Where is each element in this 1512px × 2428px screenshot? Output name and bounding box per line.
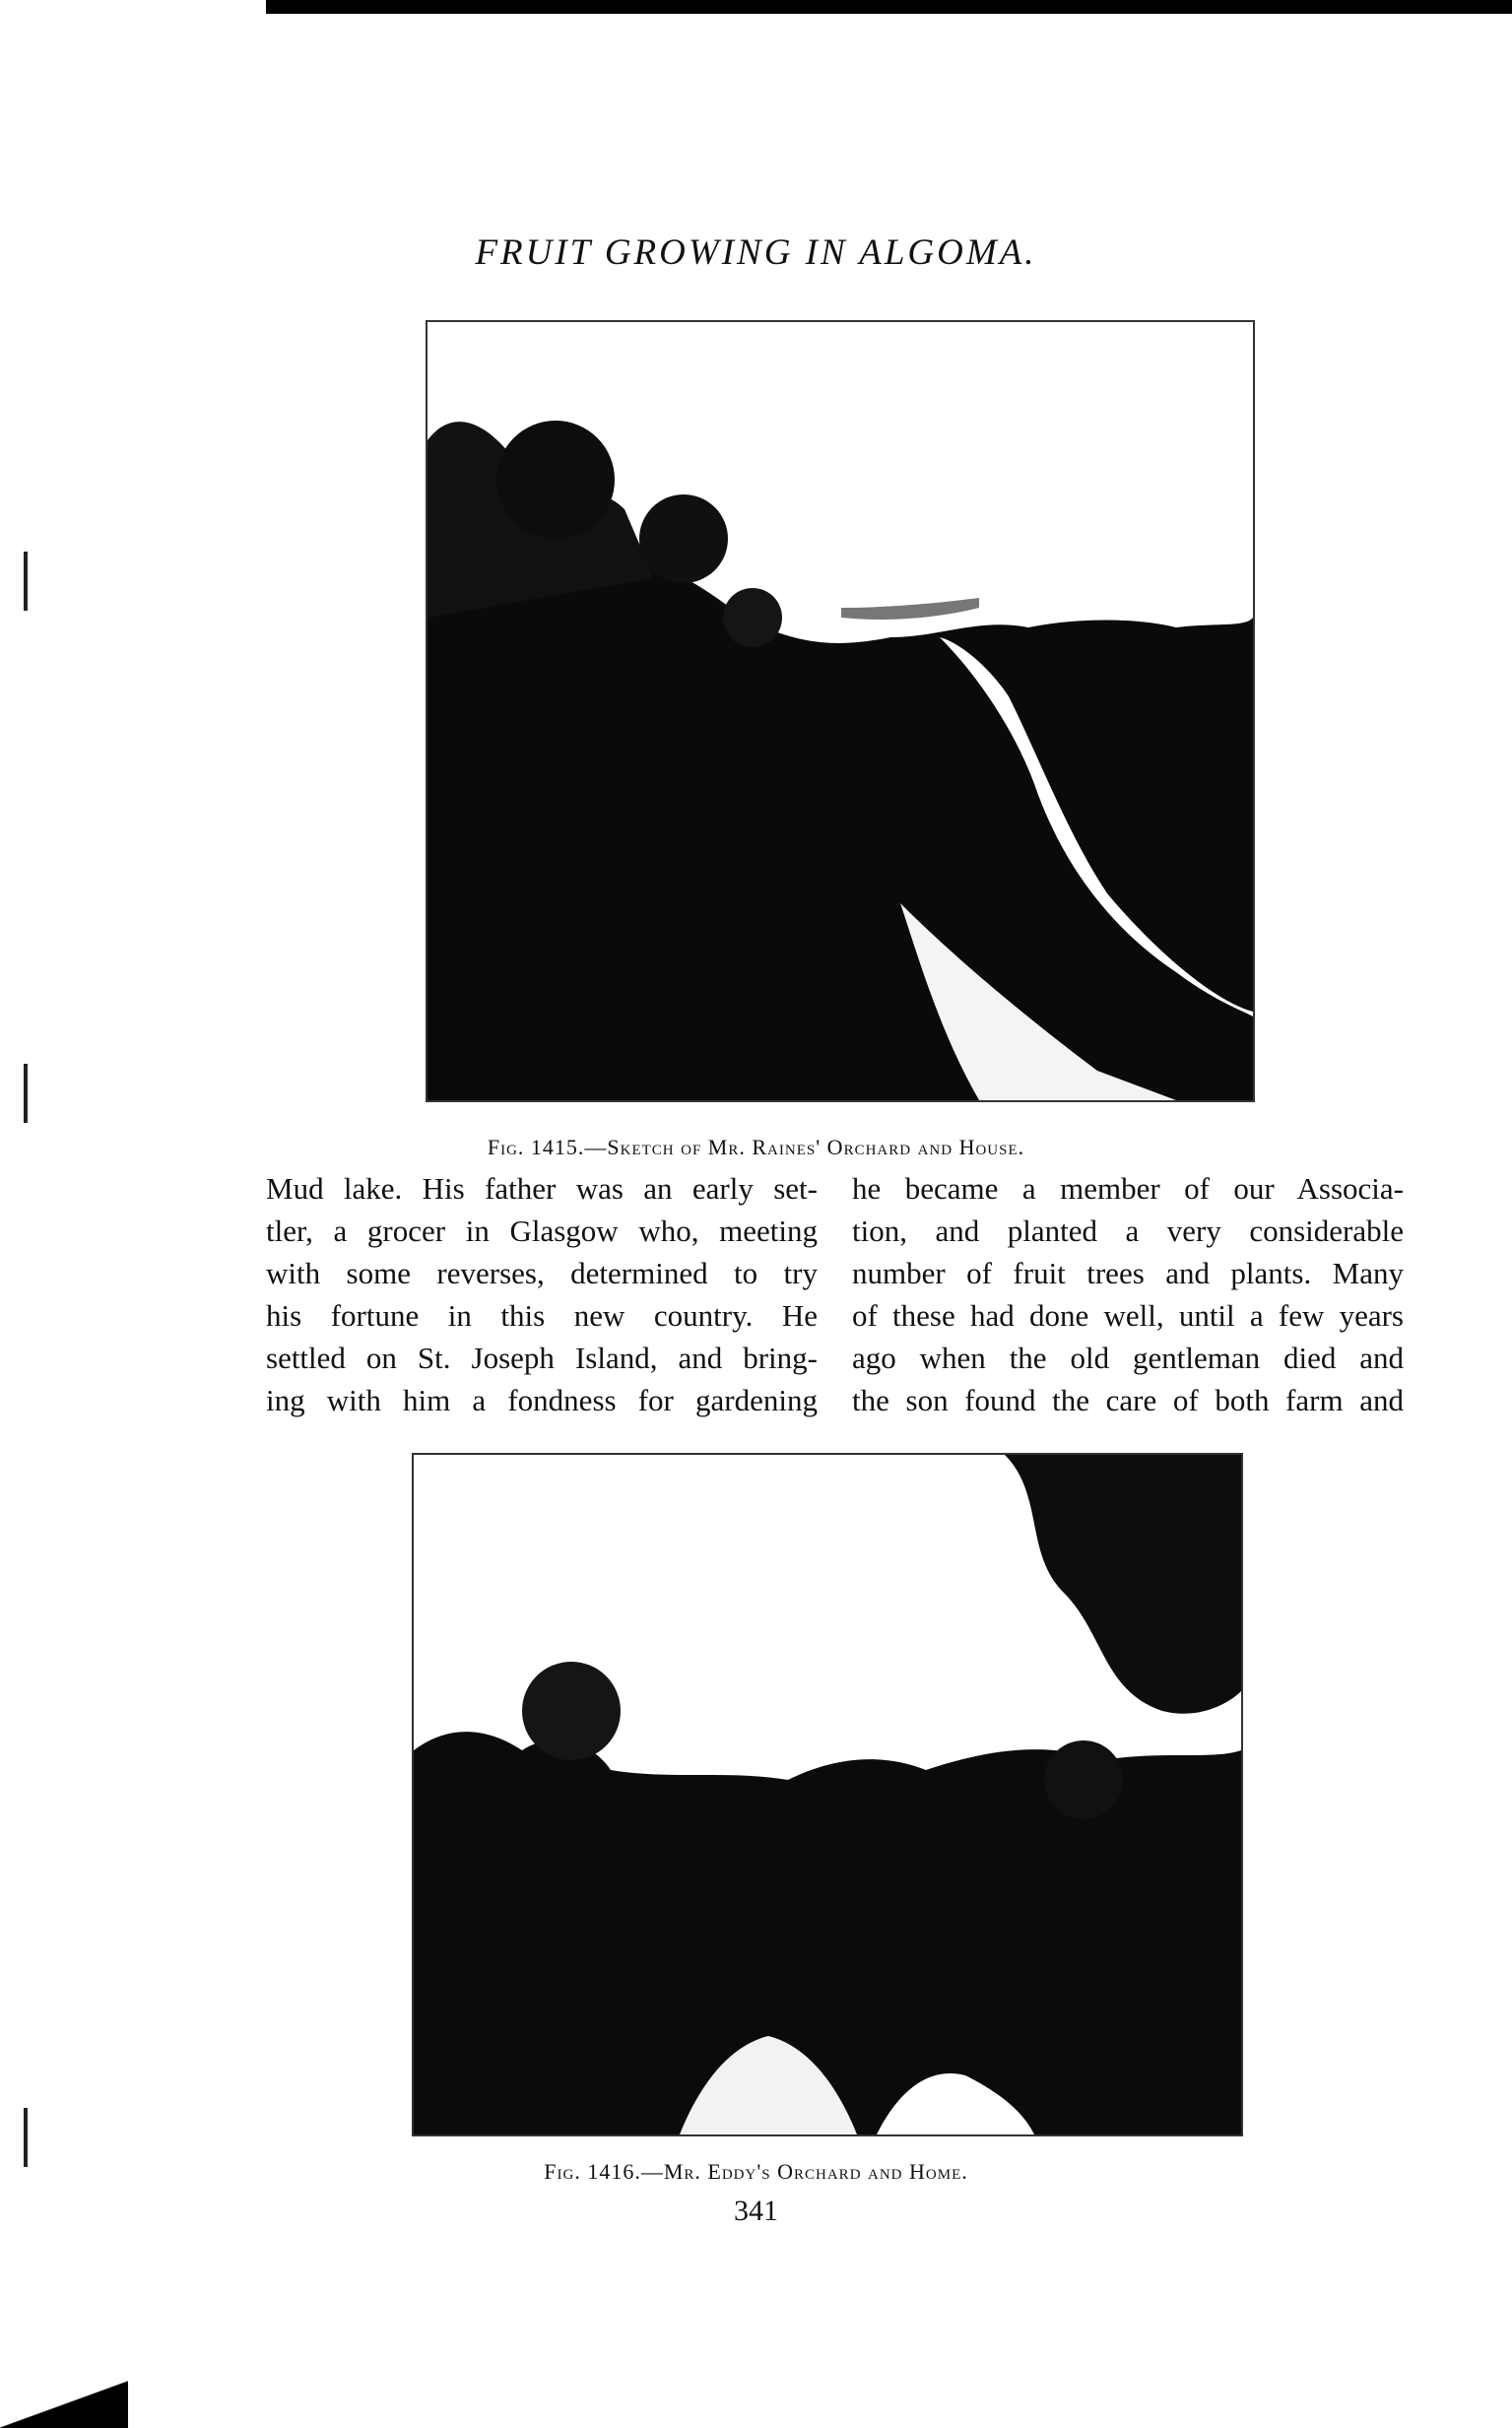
body-line: with some reverses, determined to try bbox=[266, 1256, 818, 1290]
page-number: 341 bbox=[734, 2195, 778, 2227]
body-right-column bbox=[852, 1167, 1404, 1421]
orchard-photo-eddy bbox=[412, 1453, 1243, 2136]
body-line: number of fruit trees and plants. Many bbox=[852, 1256, 1404, 1290]
binding-edge-mark bbox=[24, 552, 28, 611]
body-line: settled on St. Joseph Island, and bring- bbox=[266, 1341, 818, 1375]
scan-corner-shadow bbox=[0, 2369, 128, 2428]
body-left-column bbox=[266, 1167, 818, 1421]
body-line: ago when the old gentleman died and bbox=[852, 1341, 1404, 1375]
binding-edge-mark bbox=[24, 2108, 28, 2167]
body-line: Mud lake. His father was an early set- bbox=[266, 1171, 818, 1206]
orchard-photo-eddy-image bbox=[414, 1455, 1241, 2134]
orchard-photo-raines-image bbox=[427, 322, 1253, 1100]
binding-edge-mark bbox=[24, 1064, 28, 1123]
figure-1415-caption: Fig. 1415.—Sketch of Mr. Raines' Orchard and House. bbox=[487, 1135, 1025, 1159]
body-line: ing with him a fondness for gardening bbox=[266, 1383, 818, 1417]
body-line: his fortune in this new country. He bbox=[266, 1298, 818, 1333]
figure-1416-caption: Fig. 1416.—Mr. Eddy's Orchard and Home. bbox=[544, 2159, 968, 2184]
body-line: the son found the care of both farm and bbox=[852, 1383, 1404, 1417]
body-line: tion, and planted a very considerable bbox=[852, 1214, 1404, 1248]
orchard-photo-raines bbox=[426, 320, 1255, 1102]
running-head: FRUIT GROWING IN ALGOMA. bbox=[475, 232, 1037, 273]
page-top-edge bbox=[266, 0, 1512, 14]
body-line: he became a member of our Associa- bbox=[852, 1171, 1404, 1206]
body-line: of these had done well, until a few years bbox=[852, 1298, 1404, 1333]
body-line: tler, a grocer in Glasgow who, meeting bbox=[266, 1214, 818, 1248]
